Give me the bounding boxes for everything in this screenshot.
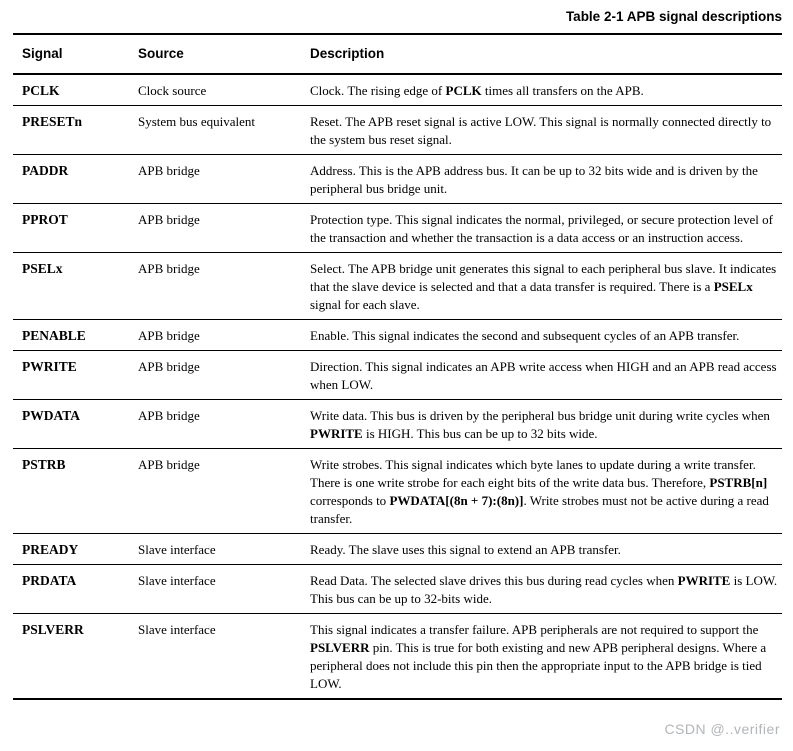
description-cell: [301, 204, 782, 253]
table-row: [13, 253, 782, 320]
table-row: [13, 351, 782, 400]
description-text: Ready. The slave uses this signal to extend an APB transfer.: [310, 541, 621, 557]
source-cell: Slave interface: [129, 534, 301, 565]
table-row: [13, 400, 782, 449]
description-text: This signal indicates a transfer failure. APB peripherals are not required to support the: [310, 621, 759, 637]
table-row: [13, 449, 782, 534]
table-row: [13, 155, 782, 204]
signal-cell: PRDATA: [13, 565, 129, 614]
description-cell: [301, 449, 782, 534]
source-cell: Slave interface: [138, 621, 216, 637]
source-cell: APB bridge: [129, 351, 301, 400]
signal-cell: PPROT: [13, 204, 129, 253]
signal-cell: PWRITE: [13, 351, 129, 400]
signal-reference: PWDATA[(8n + 7):(8n)]: [389, 492, 524, 508]
description-text: is HIGH. This bus can be up to 32 bits wide.: [362, 425, 598, 441]
source-cell: APB bridge: [129, 449, 301, 534]
description-text: times all transfers on the APB.: [481, 82, 644, 98]
table-row: [13, 320, 782, 351]
description-cell: [301, 106, 782, 155]
table-row: [13, 204, 782, 253]
signal-reference: PWRITE: [310, 425, 363, 441]
table-body: [13, 74, 782, 699]
description-text: Read Data. The selected slave drives this bus during read cycles when: [310, 572, 678, 588]
signal-cell: PENABLE: [13, 320, 129, 351]
table-row: [13, 534, 782, 565]
source-cell: APB bridge: [129, 155, 301, 204]
description-cell: [301, 253, 782, 320]
signal-reference: PWRITE: [677, 572, 731, 588]
description-cell: [301, 614, 782, 700]
signal-reference: PSLVERR: [310, 639, 370, 655]
source-cell: APB bridge: [129, 400, 301, 449]
table-row: [13, 74, 782, 106]
description-cell: [301, 320, 782, 351]
description-text: is LOW. This bus can be up to 32-bits wide.: [310, 572, 778, 606]
signal-reference: PSTRB[n]: [709, 474, 768, 490]
description-text: Select. The APB bridge unit generates this signal to each peripheral bus slave. It indicates that the slave device is selected and that a data transfer is required. There is a: [310, 260, 777, 294]
description-cell: [301, 565, 782, 614]
signal-cell: PADDR: [13, 155, 129, 204]
column-header-description: Description: [301, 34, 782, 74]
description-cell: [301, 351, 782, 400]
description-text: Reset. The APB reset signal is active LOW. This signal is normally connected directly to the system bus reset signal.: [310, 113, 772, 147]
description-text: pin. This is true for both existing and new APB peripheral designs. Where a peripheral does not include this pin then the appropriate input to the APB bridge is tied LOW.: [310, 639, 767, 691]
source-cell: APB bridge: [129, 253, 301, 320]
signal-cell: PWDATA: [13, 400, 129, 449]
description-text: Address. This is the APB address bus. It can be up to 32 bits wide and is driven by the peripheral bus bridge unit.: [310, 162, 758, 196]
table-row: [13, 106, 782, 155]
signal-cell: PCLK: [13, 74, 129, 106]
description-text: corresponds to: [310, 492, 390, 508]
signal-reference: PSELx: [713, 278, 753, 294]
source-cell: System bus equivalent: [129, 106, 301, 155]
description-cell: [301, 155, 782, 204]
signal-cell: PREADY: [13, 534, 129, 565]
apb-signal-table: [13, 33, 782, 700]
column-header-source: Source: [129, 34, 301, 74]
description-text: Write data. This bus is driven by the peripheral bus bridge unit during write cycles when: [310, 407, 770, 423]
source-cell: APB bridge: [129, 204, 301, 253]
source-cell: Clock source: [129, 74, 301, 106]
description-text: Clock. The rising edge of: [310, 82, 446, 98]
description-text: Enable. This signal indicates the second and subsequent cycles of an APB transfer.: [310, 327, 740, 343]
description-cell: [301, 74, 782, 106]
table-row: [13, 565, 782, 614]
signal-cell: PSELx: [13, 253, 129, 320]
description-text: Direction. This signal indicates an APB write access when HIGH and an APB read access when LOW.: [310, 358, 777, 392]
signal-cell: PRESETn: [13, 106, 129, 155]
description-text: Write strobes. This signal indicates which byte lanes to update during a write transfer. There is one write strobe for each eight bits of the write data bus. Therefore,: [310, 456, 756, 490]
source-cell: Slave interface: [129, 565, 301, 614]
signal-cell: PSLVERR: [22, 621, 84, 637]
description-cell: [301, 400, 782, 449]
table-title: Table 2-1 APB signal descriptions: [565, 9, 782, 24]
column-header-signal: Signal: [13, 34, 129, 74]
description-text: signal for each slave.: [310, 296, 420, 312]
watermark: CSDN @..verifier: [664, 721, 780, 737]
description-cell: [301, 534, 782, 565]
source-cell: APB bridge: [129, 320, 301, 351]
description-text: . Write strobes must not be active during a read transfer.: [310, 492, 769, 526]
signal-reference: PCLK: [445, 82, 482, 98]
table-row: [13, 614, 782, 700]
header-row: [13, 34, 782, 74]
description-text: Protection type. This signal indicates the normal, privileged, or secure protection level of the transaction and whether the transaction is a data access or an instruction access.: [310, 211, 773, 245]
signal-cell: PSTRB: [13, 449, 129, 534]
